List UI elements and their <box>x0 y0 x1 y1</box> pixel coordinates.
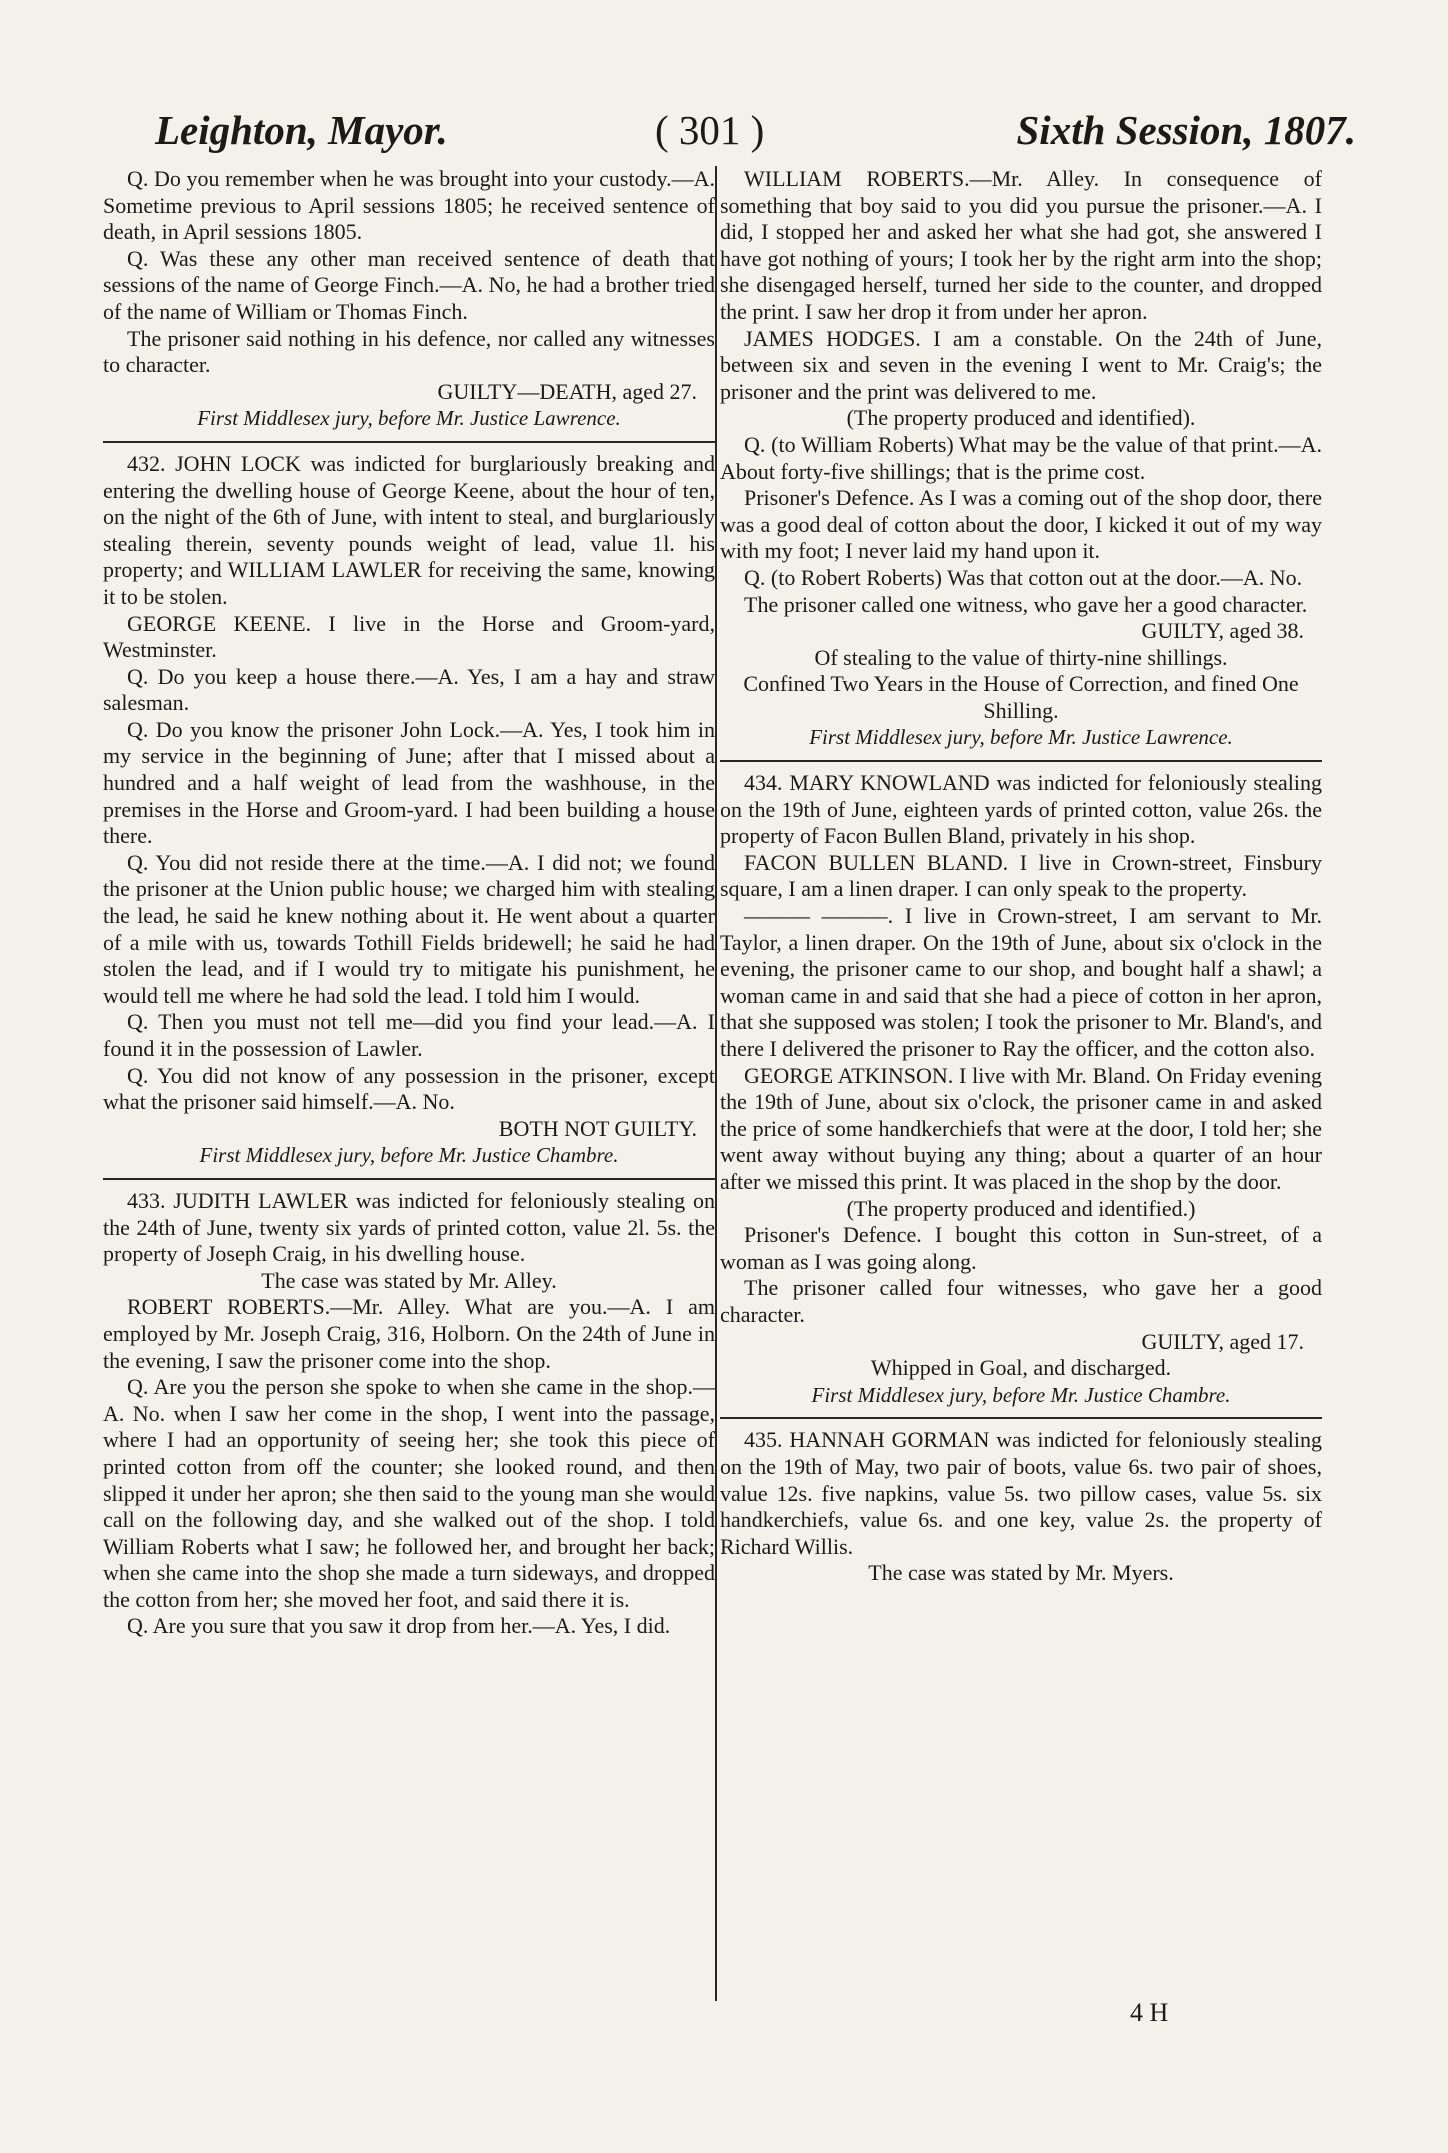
jury-line: First Middlesex jury, before Mr. Justice Chambre. <box>199 1143 619 1168</box>
centered-note: (The property produced and identified). <box>846 405 1196 431</box>
paragraph: The prisoner called four witnesses, who gave her a good character. <box>720 1275 1322 1327</box>
paragraph: GEORGE ATKINSON. I live with Mr. Bland. On Friday evening the 19th of June, about six o'clock, the prisoner came in and asked the price of some handkerchiefs that were at the door, I told her; she went away without buying any thing; about a quarter of an hour after we missed this print. It was placed in the shop by the door. <box>720 1062 1322 1194</box>
section-rule <box>720 1417 1322 1419</box>
paragraph: JAMES HODGES. I am a constable. On the 24th of June, between six and seven in the evening I went to Mr. Craig's; the prisoner and the print was delivered to me. <box>720 325 1322 404</box>
paragraph: ——— ———. I live in Crown-street, I am servant to Mr. Taylor, a linen draper. On the 19th of June, about six o'clock in the evening, the prisoner came to our shop, and bought half a shawl; a woman came in and said that she had a piece of cotton in her apron, that she supposed was stolen; I took the prisoner to Mr. Bland's, and there I delivered the prisoner to Ray the officer, and the cotton also. <box>720 903 1322 1061</box>
verdict: GUILTY, aged 38. <box>1141 618 1304 644</box>
paragraph: WILLIAM ROBERTS.—Mr. Alley. In consequence of something that boy said to you did you pursue the prisoner.—A. I did, I stopped her and asked her what she had got, she answered I have got nothing of yours; I took her by the right arm into the shop; she disengaged herself, turned her side to the counter, and dropped the print. I saw her drop it from under her apron. <box>720 166 1322 324</box>
section-rule <box>103 1178 715 1180</box>
paragraph: Q. Are you the person she spoke to when she came in the shop.—A. No. when I saw her come in the shop, I went into the passage, where I had an opportunity of seeing her; she took this piece of printed cotton from off the counter; she looked round, and then slipped it under her apron; she then said to the young man she would call on the following day, and she walked out of the shop. I told William Roberts what I saw; he followed her, and brought her back; when she came into the shop she made a turn sideways, and dropped the cotton from her; she moved her foot, and said there it is. <box>103 1374 715 1612</box>
centered-note: (The property produced and identified.) <box>846 1195 1196 1221</box>
jury-line: First Middlesex jury, before Mr. Justice Lawrence. <box>809 725 1233 750</box>
paragraph: 432. JOHN LOCK was indicted for burglariously breaking and entering the dwelling house of George Keene, about the hour of ten, on the night of the 6th of June, with intent to steal, and burglariously stealing therein, seventy pounds weight of lead, value 1l. his property; and WILLIAM LAWLER for receiving the same, knowing it to be stolen. <box>103 450 715 609</box>
paragraph: Q. Then you must not tell me—did you find your lead.—A. I found it in the possession of Lawler. <box>103 1009 715 1061</box>
signature-mark: 4 H <box>1130 1998 1169 2027</box>
centered-note: Whipped in Goal, and discharged. <box>870 1355 1172 1381</box>
centered-note: The case was stated by Mr. Myers. <box>868 1560 1174 1586</box>
verdict: GUILTY—DEATH, aged 27. <box>437 378 697 404</box>
paragraph: Q. (to William Roberts) What may be the value of that print.—A. About forty-five shillings; that is the prime cost. <box>720 431 1322 484</box>
paragraph: Prisoner's Defence. As I was a coming out of the shop door, there was a good deal of cotton about the door, I kicked it out of my way with my foot; I never laid my hand upon it. <box>720 485 1322 564</box>
paragraph: 433. JUDITH LAWLER was indicted for feloniously stealing on the 24th of June, twenty six yards of printed cotton, value 2l. 5s. the property of Joseph Craig, in his dwelling house. <box>103 1187 715 1267</box>
jury-line: First Middlesex jury, before Mr. Justice Lawrence. <box>197 406 621 431</box>
paragraph: ROBERT ROBERTS.—Mr. Alley. What are you.—A. I am employed by Mr. Joseph Craig, 316, Holborn. On the 24th of June in the evening, I saw the prisoner come into the shop. <box>103 1294 715 1373</box>
paragraph: Q. Do you know the prisoner John Lock.—A. Yes, I took him in my service in the beginning of June; after that I missed about a hundred and a half weight of lead from the washhouse, in the premises in the Horse and Groom-yard. I had been building a house there. <box>103 716 715 849</box>
jury-line: First Middlesex jury, before Mr. Justice Chambre. <box>811 1382 1231 1407</box>
right-column <box>720 166 1322 1587</box>
left-column <box>103 166 715 1640</box>
paragraph: Q. You did not reside there at the time.—A. I did not; we found the prisoner at the Union public house; we charged him with stealing the lead, he said he knew nothing about it. He went about a quarter of a mile with us, towards Tothill Fields bridewell; he said he had stolen the lead, and if I would try to mitigate his punishment, he would tell me where he had sold the lead. I told him I would. <box>103 849 715 1008</box>
paragraph: Q. Do you keep a house there.—A. Yes, I am a hay and straw salesman. <box>103 663 715 716</box>
paragraph: The prisoner said nothing in his defence, nor called any witnesses to character. <box>103 325 715 378</box>
paragraph: The prisoner called one witness, who gave her a good character. <box>744 591 1308 617</box>
verdict: BOTH NOT GUILTY. <box>498 1115 697 1141</box>
paragraph: 435. HANNAH GORMAN was indicted for feloniously stealing on the 19th of May, two pair of boots, value 6s. two pair of shoes, value 12s. five napkins, value 5s. two pillow cases, value 5s. six handkerchiefs, value 6s. and one key, value 2s. the property of Richard Willis. <box>720 1427 1322 1559</box>
paragraph: Q. You did not know of any possession in the prisoner, except what the prisoner said himself.—A. No. <box>103 1062 715 1115</box>
centered-note: Confined Two Years in the House of Correction, and fined One Shilling. <box>743 671 1299 723</box>
paragraph: Prisoner's Defence. I bought this cotton in Sun-street, of a woman as I was going along. <box>720 1222 1322 1274</box>
paragraph: Q. Was these any other man received sentence of death that sessions of the name of George Finch.—A. No, he had a brother tried of the name of William or Thomas Finch. <box>103 245 715 324</box>
paragraph: FACON BULLEN BLAND. I live in Crown-street, Finsbury square, I am a linen draper. I can only speak to the property. <box>720 849 1322 902</box>
page-number: ( 301 ) <box>655 107 765 153</box>
column-divider <box>715 166 717 2001</box>
verdict: GUILTY, aged 17. <box>1141 1328 1304 1354</box>
paragraph: 434. MARY KNOWLAND was indicted for feloniously stealing on the 19th of June, eighteen yards of printed cotton, value 26s. the property of Facon Bullen Bland, privately in his shop. <box>720 770 1322 849</box>
section-rule <box>103 441 715 443</box>
centered-note: The case was stated by Mr. Alley. <box>261 1267 557 1293</box>
paragraph: Q. Are you sure that you saw it drop from her.—A. Yes, I did. <box>127 1613 671 1639</box>
paragraph: Q. Do you remember when he was brought into your custody.—A. Sometime previous to April sessions 1805; he received sentence of death, in April sessions 1805. <box>103 166 715 245</box>
section-rule <box>720 760 1322 762</box>
paragraph: GEORGE KEENE. I live in the Horse and Groom-yard, Westminster. <box>103 610 715 663</box>
running-head-left: Leighton, Mayor. <box>155 107 448 153</box>
paragraph: Q. (to Robert Roberts) Was that cotton out at the door.—A. No. <box>744 564 1303 590</box>
centered-note: Of stealing to the value of thirty-nine shillings. <box>814 644 1228 670</box>
running-head-right: Sixth Session, 1807. <box>1016 107 1356 153</box>
